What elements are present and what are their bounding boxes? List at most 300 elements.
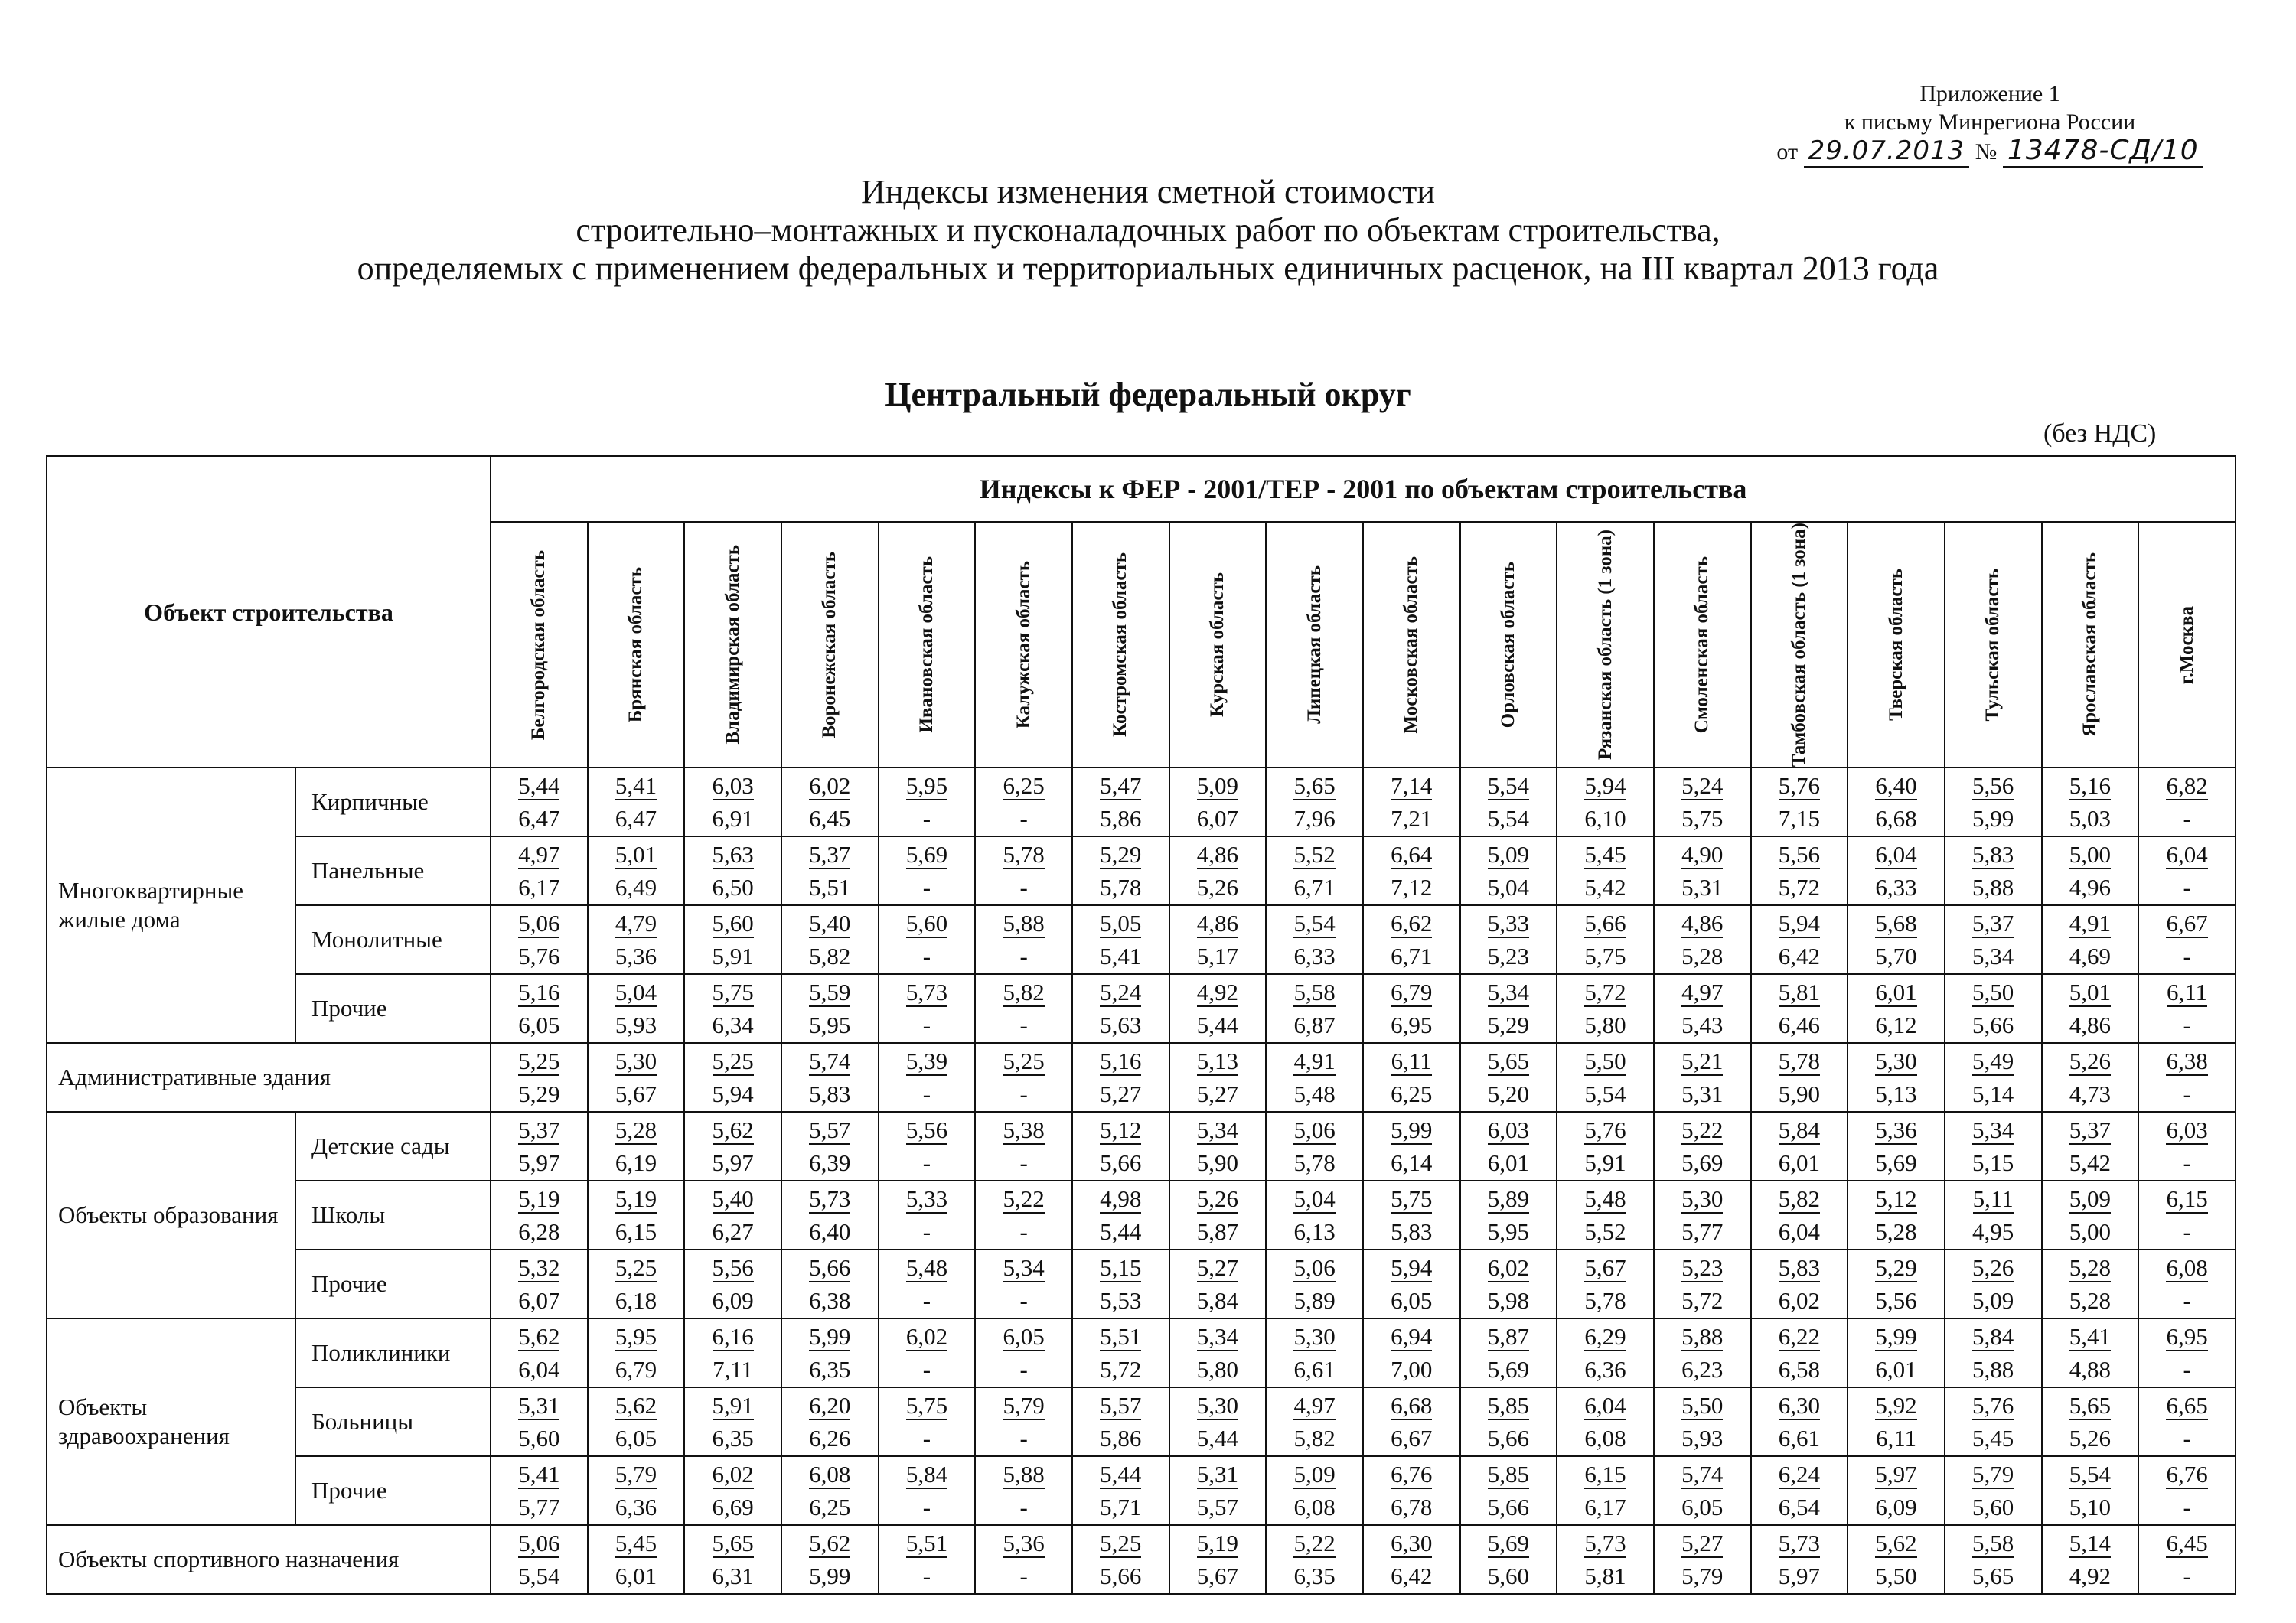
ter-index-value: 5,78 xyxy=(1584,1286,1626,1314)
ter-index-value: 4,95 xyxy=(1972,1217,2014,1245)
index-cell xyxy=(781,1112,879,1181)
district-heading: Центральный федеральный округ xyxy=(885,376,1411,413)
ter-index-value: - xyxy=(922,873,931,901)
fer-index-value: 5,29 xyxy=(1875,1253,1917,1281)
index-cell xyxy=(491,1250,588,1318)
index-cell xyxy=(1557,905,1654,974)
ter-index-value: 6,35 xyxy=(809,1355,851,1383)
index-cell xyxy=(1169,1250,1267,1318)
table-row xyxy=(47,1318,2236,1387)
fer-index-value: 6,64 xyxy=(1391,840,1433,868)
fer-index-value: 5,04 xyxy=(615,978,657,1005)
index-cell xyxy=(975,1043,1072,1112)
index-cell xyxy=(781,1525,879,1594)
index-cell xyxy=(975,1181,1072,1250)
fer-index-value: 5,05 xyxy=(1100,909,1142,937)
index-cell xyxy=(1654,1387,1751,1456)
ter-index-value: 6,08 xyxy=(1293,1493,1336,1520)
ter-index-value: 6,68 xyxy=(1875,804,1917,832)
fer-index-value: 5,39 xyxy=(905,1047,948,1074)
ter-index-value: 5,90 xyxy=(1778,1080,1820,1107)
index-cell xyxy=(1460,1456,1557,1525)
fer-index-value: 5,48 xyxy=(1584,1185,1626,1212)
ter-index-value: 6,71 xyxy=(1391,942,1433,970)
subtype-label: Школы xyxy=(295,1181,491,1250)
index-cell xyxy=(1266,905,1363,974)
index-cell xyxy=(2138,905,2236,974)
fer-index-value: 4,97 xyxy=(1681,978,1724,1005)
fer-index-value: 5,85 xyxy=(1487,1460,1530,1488)
index-cell xyxy=(1363,836,1460,905)
fer-index-value: 5,21 xyxy=(1681,1047,1724,1074)
fer-index-value: 5,37 xyxy=(1972,909,2014,937)
index-cell xyxy=(1460,1181,1557,1250)
ter-index-value: 6,33 xyxy=(1875,873,1917,901)
fer-index-value: 5,24 xyxy=(1100,978,1142,1005)
fer-index-value: 5,81 xyxy=(1778,978,1820,1005)
index-cell xyxy=(2042,1043,2139,1112)
index-cell xyxy=(491,1112,588,1181)
fer-index-value: 5,25 xyxy=(1100,1529,1142,1556)
index-cell xyxy=(588,768,685,836)
handwritten-date: 29.07.2013 xyxy=(1804,135,1970,168)
fer-index-value: 5,24 xyxy=(1681,771,1724,799)
group-label: Объекты здравоохранения xyxy=(47,1318,295,1525)
fer-index-value: 5,99 xyxy=(1875,1322,1917,1350)
index-cell xyxy=(684,1250,781,1318)
index-cell xyxy=(1557,768,1654,836)
index-cell xyxy=(1072,1525,1169,1594)
ter-index-value: 5,15 xyxy=(1972,1149,2014,1176)
ter-index-value: - xyxy=(1019,1080,1028,1107)
ter-index-value: - xyxy=(1019,1424,1028,1452)
fer-index-value: 5,74 xyxy=(1681,1460,1724,1488)
index-cell xyxy=(975,836,1072,905)
index-cell xyxy=(1751,1318,1848,1387)
fer-index-value: 5,45 xyxy=(615,1529,657,1556)
index-cell xyxy=(781,1181,879,1250)
ter-index-value: 6,38 xyxy=(809,1286,851,1314)
fer-index-value: 5,41 xyxy=(518,1460,560,1488)
index-cell xyxy=(2138,1181,2236,1250)
index-cell xyxy=(781,836,879,905)
ter-index-value: 6,28 xyxy=(518,1217,560,1245)
index-cell xyxy=(1266,1318,1363,1387)
index-cell xyxy=(1848,1043,1945,1112)
index-cell xyxy=(2042,836,2139,905)
ter-index-value: 5,91 xyxy=(712,942,754,970)
region-header xyxy=(684,522,781,768)
ter-index-value: 5,41 xyxy=(1100,942,1142,970)
ter-index-value: 6,01 xyxy=(1778,1149,1820,1176)
fer-index-value: 5,54 xyxy=(1293,909,1336,937)
index-cell xyxy=(1072,974,1169,1043)
ter-index-value: - xyxy=(2183,1355,2191,1383)
index-cell xyxy=(1072,1456,1169,1525)
ter-index-value: 6,11 xyxy=(1875,1424,1917,1452)
index-cell xyxy=(879,1318,976,1387)
fer-index-value: 6,68 xyxy=(1391,1391,1433,1419)
index-cell xyxy=(1169,1456,1267,1525)
index-cell xyxy=(1169,1525,1267,1594)
ter-index-value: 6,36 xyxy=(1584,1355,1626,1383)
fer-index-value: 6,15 xyxy=(1584,1460,1626,1488)
fer-index-value: 5,84 xyxy=(1778,1116,1820,1143)
fer-index-value: 5,84 xyxy=(905,1460,948,1488)
ter-index-value: 6,42 xyxy=(1391,1562,1433,1589)
fer-index-value: 5,76 xyxy=(1778,771,1820,799)
region-header xyxy=(1945,522,2042,768)
index-cell xyxy=(879,1181,976,1250)
index-cell xyxy=(1460,974,1557,1043)
ter-index-value: 5,72 xyxy=(1681,1286,1724,1314)
index-cell xyxy=(1266,1181,1363,1250)
fer-index-value: 5,62 xyxy=(712,1116,754,1143)
ter-index-value: 6,01 xyxy=(1487,1149,1530,1176)
fer-index-value: 5,41 xyxy=(2069,1322,2111,1350)
fer-index-value: 6,01 xyxy=(1875,978,1917,1005)
ter-index-value: 5,28 xyxy=(1875,1217,1917,1245)
index-cell xyxy=(1654,1181,1751,1250)
index-cell xyxy=(1654,905,1751,974)
fer-index-value: 5,50 xyxy=(1681,1391,1724,1419)
fer-index-value: 6,67 xyxy=(2166,909,2208,937)
ter-index-value: - xyxy=(1019,1217,1028,1245)
appendix-line1: Приложение 1 xyxy=(1919,81,2060,106)
index-cell xyxy=(1072,1043,1169,1112)
ter-index-value: - xyxy=(2183,1424,2191,1452)
fer-index-value: 5,82 xyxy=(1778,1185,1820,1212)
fer-index-value: 5,16 xyxy=(1100,1047,1142,1074)
table-row xyxy=(47,974,2236,1043)
index-cell xyxy=(1363,1318,1460,1387)
object-label: Административные здания xyxy=(47,1043,491,1112)
ter-index-value: 5,27 xyxy=(1100,1080,1142,1107)
region-header-label: г.Москва xyxy=(2176,605,2197,684)
index-cell xyxy=(1169,1112,1267,1181)
index-cell xyxy=(1945,905,2042,974)
ter-index-value: - xyxy=(1019,1493,1028,1520)
fer-index-value: 5,60 xyxy=(905,909,948,937)
subtype-label: Прочие xyxy=(295,974,491,1043)
fer-index-value: 5,37 xyxy=(809,840,851,868)
table-row xyxy=(47,1525,2236,1594)
fer-index-value: 5,51 xyxy=(905,1529,948,1556)
fer-index-value: 5,00 xyxy=(2069,840,2111,868)
ter-index-value: 6,67 xyxy=(1391,1424,1433,1452)
fer-index-value: 5,25 xyxy=(615,1253,657,1281)
index-cell xyxy=(1945,1112,2042,1181)
fer-index-value: 5,50 xyxy=(1584,1047,1626,1074)
fer-index-value: 5,38 xyxy=(1003,1116,1045,1143)
index-cell xyxy=(1363,1250,1460,1318)
ter-index-value: 5,26 xyxy=(2069,1424,2111,1452)
fer-index-value: 5,72 xyxy=(1584,978,1626,1005)
ter-index-value: 6,07 xyxy=(518,1286,560,1314)
index-cell xyxy=(1072,1112,1169,1181)
ter-index-value: 6,19 xyxy=(615,1149,657,1176)
ter-index-value: 5,14 xyxy=(1972,1080,2014,1107)
fer-index-value: 5,12 xyxy=(1100,1116,1142,1143)
index-cell xyxy=(1266,1250,1363,1318)
ter-index-value: 5,80 xyxy=(1584,1011,1626,1038)
ter-index-value: 5,54 xyxy=(1487,804,1530,832)
ter-index-value: 5,89 xyxy=(1293,1286,1336,1314)
index-cell xyxy=(1072,1318,1169,1387)
fer-index-value: 6,08 xyxy=(809,1460,851,1488)
fer-index-value: 5,78 xyxy=(1778,1047,1820,1074)
ter-index-value: - xyxy=(1019,1286,1028,1314)
fer-index-value: 6,04 xyxy=(2166,840,2208,868)
fer-index-value: 5,51 xyxy=(1100,1322,1142,1350)
ter-index-value: - xyxy=(2183,873,2191,901)
index-cell xyxy=(588,1525,685,1594)
fer-index-value: 5,34 xyxy=(1972,1116,2014,1143)
fer-index-value: 5,54 xyxy=(2069,1460,2111,1488)
document-title xyxy=(0,173,2296,288)
index-cell xyxy=(2042,905,2139,974)
fer-index-value: 4,91 xyxy=(1293,1047,1336,1074)
index-cell xyxy=(1266,836,1363,905)
fer-index-value: 5,95 xyxy=(905,771,948,799)
fer-index-value: 4,97 xyxy=(518,840,560,868)
index-cell xyxy=(1557,1043,1654,1112)
ter-index-value: - xyxy=(2183,1286,2191,1314)
fer-index-value: 5,56 xyxy=(905,1116,948,1143)
fer-index-value: 5,83 xyxy=(1972,840,2014,868)
ter-index-value: 5,76 xyxy=(518,942,560,970)
ter-index-value: 5,86 xyxy=(1100,1424,1142,1452)
ter-index-value: - xyxy=(2183,1011,2191,1038)
index-cell xyxy=(1654,836,1751,905)
index-cell xyxy=(491,768,588,836)
index-cell xyxy=(2138,836,2236,905)
subtype-label: Больницы xyxy=(295,1387,491,1456)
ter-index-value: 5,44 xyxy=(1196,1424,1239,1452)
table-row xyxy=(47,768,2236,836)
index-cell xyxy=(781,1318,879,1387)
fer-index-value: 5,88 xyxy=(1003,909,1045,937)
ter-index-value: 5,95 xyxy=(1487,1217,1530,1245)
ter-index-value: 5,91 xyxy=(1584,1149,1626,1176)
index-cell xyxy=(2138,768,2236,836)
ter-index-value: - xyxy=(1019,1011,1028,1038)
fer-index-value: 6,25 xyxy=(1003,771,1045,799)
fer-index-value: 5,36 xyxy=(1875,1116,1917,1143)
region-header xyxy=(1654,522,1751,768)
ter-index-value: 6,33 xyxy=(1293,942,1336,970)
index-cell xyxy=(1848,974,1945,1043)
index-cell xyxy=(1654,1112,1751,1181)
fer-index-value: 6,03 xyxy=(712,771,754,799)
fer-index-value: 4,90 xyxy=(1681,840,1724,868)
fer-index-value: 5,37 xyxy=(2069,1116,2111,1143)
index-cell xyxy=(1557,1250,1654,1318)
ter-index-value: 6,91 xyxy=(712,804,754,832)
region-header-label: Смоленская область xyxy=(1691,556,1713,734)
ter-index-value: - xyxy=(1019,804,1028,832)
ter-index-value: - xyxy=(1019,1562,1028,1589)
index-cell xyxy=(491,1387,588,1456)
ter-index-value: 6,46 xyxy=(1778,1011,1820,1038)
index-cell xyxy=(491,974,588,1043)
fer-index-value: 5,34 xyxy=(1196,1116,1239,1143)
index-cell xyxy=(1557,1456,1654,1525)
index-cell xyxy=(1460,1525,1557,1594)
region-header xyxy=(975,522,1072,768)
region-header xyxy=(1557,522,1654,768)
index-cell xyxy=(1169,768,1267,836)
region-header-label: Белгородская область xyxy=(528,549,550,740)
fer-index-value: 5,41 xyxy=(615,771,657,799)
index-cell xyxy=(1169,1181,1267,1250)
fer-index-value: 5,87 xyxy=(1487,1322,1530,1350)
fer-index-value: 5,54 xyxy=(1487,771,1530,799)
index-cell xyxy=(781,768,879,836)
region-header-label: Липецкая область xyxy=(1303,565,1325,725)
fer-index-value: 5,06 xyxy=(1293,1253,1336,1281)
title-line1: Индексы изменения сметной стоимости xyxy=(861,173,1435,210)
fer-index-value: 5,49 xyxy=(1972,1047,2014,1074)
fer-index-value: 5,30 xyxy=(1681,1185,1724,1212)
fer-index-value: 6,02 xyxy=(809,771,851,799)
ter-index-value: 5,13 xyxy=(1875,1080,1917,1107)
ter-index-value: 5,27 xyxy=(1196,1080,1239,1107)
index-cell xyxy=(879,905,976,974)
subtype-label: Монолитные xyxy=(295,905,491,974)
ter-index-value: 6,36 xyxy=(615,1493,657,1520)
index-cell xyxy=(975,768,1072,836)
fer-index-value: 5,23 xyxy=(1681,1253,1724,1281)
subtype-label: Детские сады xyxy=(295,1112,491,1181)
index-cell xyxy=(1266,1043,1363,1112)
index-cell xyxy=(588,1112,685,1181)
region-header-label: Брянская область xyxy=(625,567,646,723)
index-cell xyxy=(879,768,976,836)
region-header-label: Орловская область xyxy=(1497,561,1518,728)
ter-index-value: 6,79 xyxy=(615,1355,657,1383)
fer-index-value: 5,57 xyxy=(1100,1391,1142,1419)
fer-index-value: 5,33 xyxy=(1487,909,1530,937)
index-cell xyxy=(1557,1112,1654,1181)
index-cell xyxy=(2042,1525,2139,1594)
index-cell xyxy=(1169,1387,1267,1456)
ter-index-value: 5,63 xyxy=(1100,1011,1142,1038)
fer-index-value: 5,82 xyxy=(1003,978,1045,1005)
fer-index-value: 6,30 xyxy=(1391,1529,1433,1556)
fer-index-value: 5,45 xyxy=(1584,840,1626,868)
ter-index-value: 7,96 xyxy=(1293,804,1336,832)
ter-index-value: - xyxy=(922,1562,931,1589)
ter-index-value: 5,53 xyxy=(1100,1286,1142,1314)
fer-index-value: 6,95 xyxy=(2166,1322,2208,1350)
fer-index-value: 5,65 xyxy=(1487,1047,1530,1074)
fer-index-value: 5,01 xyxy=(615,840,657,868)
fer-index-value: 5,69 xyxy=(1487,1529,1530,1556)
ter-index-value: 6,01 xyxy=(1875,1355,1917,1383)
ter-index-value: - xyxy=(2183,1562,2191,1589)
fer-index-value: 6,30 xyxy=(1778,1391,1820,1419)
ter-index-value: 5,17 xyxy=(1196,942,1239,970)
region-header-label: Воронежская область xyxy=(819,551,840,738)
fer-index-value: 5,30 xyxy=(1196,1391,1239,1419)
index-cell xyxy=(588,836,685,905)
index-cell xyxy=(781,974,879,1043)
ter-index-value: 5,93 xyxy=(1681,1424,1724,1452)
ter-index-value: - xyxy=(922,1149,931,1176)
ter-index-value: 5,31 xyxy=(1681,1080,1724,1107)
fer-index-value: 5,69 xyxy=(905,840,948,868)
index-cell xyxy=(975,1250,1072,1318)
index-cell xyxy=(1460,836,1557,905)
index-cell xyxy=(1460,1387,1557,1456)
ter-index-value: 5,42 xyxy=(2069,1149,2111,1176)
ter-index-value: - xyxy=(922,1355,931,1383)
index-cell xyxy=(1751,1525,1848,1594)
ter-index-value: 6,17 xyxy=(1584,1493,1626,1520)
index-cell xyxy=(1848,768,1945,836)
table-row xyxy=(47,1043,2236,1112)
title-line2: строительно–монтажных и пусконаладочных работ по объектам строительства, xyxy=(576,211,1720,249)
index-cell xyxy=(1751,1112,1848,1181)
ter-index-value: 6,05 xyxy=(518,1011,560,1038)
index-cell xyxy=(588,974,685,1043)
index-cell xyxy=(491,1043,588,1112)
fer-index-value: 5,09 xyxy=(1196,771,1239,799)
ter-index-value: - xyxy=(922,1424,931,1452)
ter-index-value: 5,36 xyxy=(615,942,657,970)
index-cell xyxy=(1266,1456,1363,1525)
fer-index-value: 6,03 xyxy=(1487,1116,1530,1143)
object-column-header: Объект строительства xyxy=(47,456,491,768)
index-cell xyxy=(781,1456,879,1525)
ter-index-value: 6,12 xyxy=(1875,1011,1917,1038)
fer-index-value: 5,47 xyxy=(1100,771,1142,799)
fer-index-value: 5,94 xyxy=(1778,909,1820,937)
region-header xyxy=(1169,522,1267,768)
ter-index-value: 5,60 xyxy=(518,1424,560,1452)
ter-index-value: 5,48 xyxy=(1293,1080,1336,1107)
table-row xyxy=(47,1181,2236,1250)
ter-index-value: 5,82 xyxy=(809,942,851,970)
index-cell xyxy=(1363,768,1460,836)
index-cell xyxy=(2138,1525,2236,1594)
fer-index-value: 5,76 xyxy=(1584,1116,1626,1143)
handwritten-number: 13478-СД/10 xyxy=(2003,135,2203,168)
ter-index-value: 6,34 xyxy=(712,1011,754,1038)
fer-index-value: 5,56 xyxy=(1972,771,2014,799)
index-cell xyxy=(2138,1043,2236,1112)
index-cell xyxy=(1848,1525,1945,1594)
ter-index-value: 4,86 xyxy=(2069,1011,2111,1038)
fer-index-value: 5,73 xyxy=(1584,1529,1626,1556)
subtype-label: Поликлиники xyxy=(295,1318,491,1387)
index-cell xyxy=(1751,1456,1848,1525)
index-cell xyxy=(2138,1318,2236,1387)
index-cell xyxy=(491,1318,588,1387)
ter-index-value: 5,29 xyxy=(518,1080,560,1107)
fer-index-value: 5,22 xyxy=(1293,1529,1336,1556)
fer-index-value: 5,88 xyxy=(1003,1460,1045,1488)
index-cell xyxy=(1363,1456,1460,1525)
fer-index-value: 6,02 xyxy=(905,1322,948,1350)
index-cell xyxy=(2042,768,2139,836)
table-header-row xyxy=(47,456,2236,522)
ter-index-value: 6,23 xyxy=(1681,1355,1724,1383)
ter-index-value: - xyxy=(1019,942,1028,970)
fer-index-value: 5,83 xyxy=(1778,1253,1820,1281)
region-header-label: Калужская область xyxy=(1013,561,1034,729)
